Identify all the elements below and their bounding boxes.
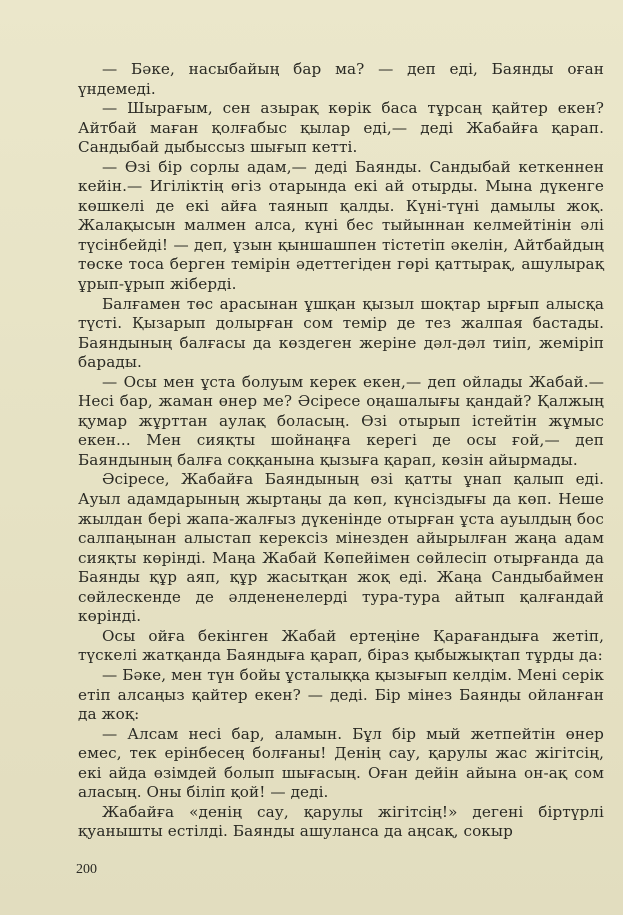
paragraph-7: Осы ойға бекінген Жабай ертеңіне Қарағандыға жетіп, түскелі жатқанда Баяндыға қарап, біраз қыбыжықтап тұрды да: — [78, 626, 604, 665]
paragraph-6: Әсіресе, Жабайға Баяндының өзі қатты ұнап қалып еді. Ауыл адамдарының жыртаңы да көп, күнсіздығы да көп. Неше жылдан бері жапа-жалғыз дүкенінде отырған ұста ауылдың бос салпаңынан алыстап керексіз мінезден айырылған жаңа адам сияқты көрінді. Маңа Жабай Көпейімен сөйлесіп отырғанда да Баянды құр аяп, құр жасытқан жоқ еді. Жаңа Сандыбаймен сөйлескенде де әлдененелерді тура-тура айтып қалғандай көрінді. — [78, 470, 604, 626]
paragraph-4: Балғамен төс арасынан ұшқан қызыл шоқтар ырғып алысқа түсті. Қызарып долырған сом темір де тез жалпая бастады. Баяндының балғасы да көздеген жеріне дәл-дәл тиіп, жеміріп барады. — [78, 294, 604, 372]
paragraph-2: — Шырағым, сен азырақ көрік баса тұрсаң қайтер екен? Айтбай маған қолғабыс қылар еді,— деді Жабайға қарап. Сандыбай дыбыссыз шығып кетті. — [78, 99, 604, 157]
paragraph-9: — Алсам несі бар, аламын. Бұл бір мый жетпейтін өнер емес, тек ерінбесең болғаны! Денің сау, қарулы жас жігітсің, екі айда өзімдей болып шығасың. Оған дейін айына он-ақ сом аласың. Оны біліп қой! — деді. — [78, 724, 604, 802]
page-number: 200 — [76, 862, 97, 877]
paragraph-8: — Бәке, мен түн бойы ұсталыққа қызығып келдім. Мені серік етіп алсаңыз қайтер екен? — деді. Бір мінез Баянды ойланған да жоқ: — [78, 665, 604, 724]
text-body — [78, 60, 604, 842]
paragraph-1: — Бәке, насыбайың бар ма? — деп еді, Баянды оған үндемеді. — [78, 60, 604, 98]
paragraph-10: Жабайға «денің сау, қарулы жігітсің!» дегені біртүрлі қуанышты естілді. Баянды ашуланса да аңсақ, сокыр — [78, 802, 604, 841]
paragraph-3: — Өзі бір сорлы адам,— деді Баянды. Сандыбай кеткеннен кейін.— Игіліктің өгіз отарында екі ай отырды. Мына дүкенге көшкелі де екі айға таянып қалды. Күні-түні дамылы жоқ. Жалақысын малмен алса, күні бес тыйыннан келмейтінін әлі түсінбейді! — деп, ұзын қыншашпен тістетіп әкелін, Айтбайдың төске тоса берген темірін әдеттегіден гөрі қаттырақ, ашулырақ ұрып-ұрып жіберді. — [78, 157, 604, 294]
paragraph-5: — Осы мен ұста болуым керек екен,— деп ойлады Жабай.— Несі бар, жаман өнер ме? Әсіресе оңашалығы қандай? Қалжың қумар жұрттан аулақ боласың. Өзі отырып істейтін жұмыс екен... Мен сияқты шойнаңға керегі де осы ғой,— деп Баяндының балға соққанына қызыға қарап, көзін айырмады. — [78, 372, 604, 469]
